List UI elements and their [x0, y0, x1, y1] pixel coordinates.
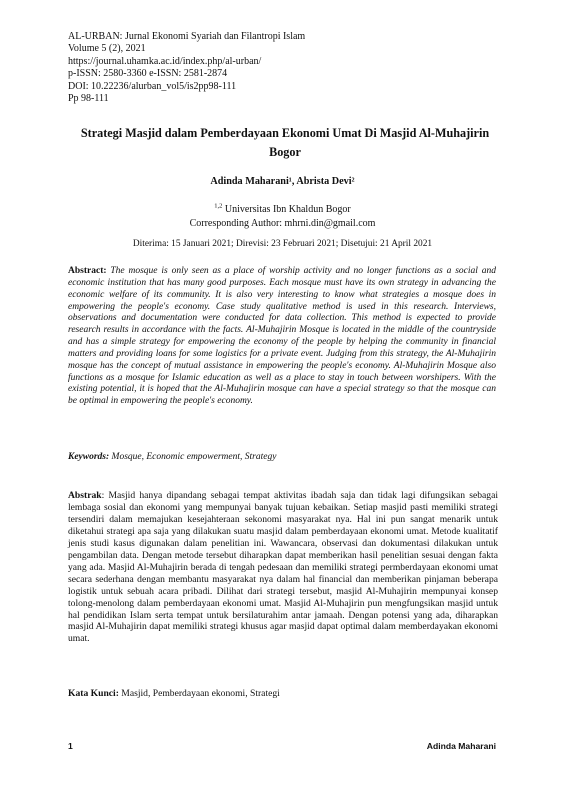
submission-dates: Diterima: 15 Januari 2021; Direvisi: 23 Februari 2021; Disetujui: 21 April 2021 [132, 239, 433, 249]
keywords-english-label: Keywords: [68, 452, 110, 462]
affiliation-university: Universitas Ibn Khaldun Bogor [222, 204, 351, 215]
abstract-english [68, 266, 496, 408]
journal-pages: Pp 98-111 [68, 93, 109, 105]
page-number: 1 [68, 741, 73, 751]
affiliation-line [0, 203, 565, 217]
keywords-english [68, 452, 496, 462]
journal-volume: Volume 5 (2), 2021 [68, 43, 146, 55]
footer-author: Adinda Maharani [426, 741, 496, 751]
abstract-indonesian [68, 490, 498, 645]
journal-doi: DOI: 10.22236/alurban_vol5/is2pp98-111 [68, 80, 237, 92]
journal-issn: p-ISSN: 2580-3360 e-ISSN: 2581-2874 [68, 68, 228, 80]
paper-title: Strategi Masjid dalam Pemberdayaan Ekonomi Umat Di Masjid Al-Muhajirin Bogor [80, 126, 490, 159]
journal-header [68, 31, 305, 105]
keywords-indonesian [68, 688, 496, 699]
abstract-indonesian-label: Abstrak [68, 490, 102, 501]
abstract-indonesian-text: : Masjid hanya dipandang sebagai tempat aktivitas ibadah saja dan tidak lagi difungsikan sebagai lembaga sosial dan ekonomi yang mempunyai banyak tujuan kebaikan. Setiap masjid pasti memiliki strategi tersendiri dalam memajukan kesejahteraan sekonomi masyarakat nya. Hal ini pun sangat menarik untuk diketahui strategi apa saja yang dilakukan suatu masjid dalam pemberdayaan ekonomi umat. Metode kualitatif jenis studi kasus digunakan dalam penelitian ini. Wawancara, observasi dan dokumentasi dilakukan untuk pengambilan data. Dengan metode tersebut diharapkan dapat memberikan hasil penelitian sesuai dengan fakta yang ada. Masjid Al-Muhajirin berada di tengah pedesaan dan memiliki strategi permberdayaan ekonomi umat secara sederhana dengan membantu masyarakat nya dalam hal financial dan memberikan pinjaman beberapa logistik untuk sebuah acara pribadi. Dilihat dari strategi tersebut, masjid Al-Muhajirin mempunyai konsep tolong-menolong dalam pemberdayaan ekonomi umat. Masjid Al-Muhajirin pun mengfungsikan masjid untuk hal pendidikan Islam serta tempat untuk bersilaturahim antar jamaah. Dengan potensi yang ada, diharapkan masjid Al-Muhajirin dapat memiliki strategi khusus agar masjid dapat optimal dalam memberdayakan ekonomi umat. [68, 490, 498, 645]
abstract-english-text: The mosque is only seen as a place of worship activity and no longer functions as a social and economic institution that has many good purposes. Each mosque must have its own strategy in advancing the economic welfare of its community. It is also very interesting to know what strategies a mosque does in empowering the people's economy. Case study qualitative method is used in this research. Interviews, observations and documentation were conducted for data collection. This method is expected to provide research results in accordance with the facts. Al-Muhajirin Mosque is located in the middle of the countryside and has a simple strategy for empowering the economy of the people by helping the community in financial matters and providing loans for some logistics for a private event. Judging from this strategy, the Al-Muhajirin mosque has the concept of mutual assistance in empowering the people's economy. Al-Muhajirin Mosque also functions as a mosque for Islamic education as well as a place to stay in touch between worshipers. With the existing potential, it is hoped that the Al-Muhajirin mosque can have a special strategy so that the mosque can be optimal in empowering the people's economy. [68, 266, 496, 407]
keywords-indonesian-label: Kata Kunci: [68, 688, 119, 699]
abstract-english-label: Abstract: [68, 266, 107, 276]
corresponding-author: Corresponding Author: mhrni.din@gmail.com [189, 217, 376, 229]
journal-name: AL-URBAN: Jurnal Ekonomi Syariah dan Filantropi Islam [68, 31, 306, 42]
keywords-english-text: Mosque, Economic empowerment, Strategy [109, 452, 277, 462]
author-list: Adinda Maharani¹, Abrista Devi² [210, 176, 355, 187]
journal-url[interactable]: https://journal.uhamka.ac.id/index.php/al-urban/ [68, 55, 262, 67]
keywords-indonesian-text: Masjid, Pemberdayaan ekonomi, Strategi [118, 688, 280, 699]
affiliation-block [0, 203, 565, 230]
affiliation-sup: 1,2 [214, 202, 223, 210]
